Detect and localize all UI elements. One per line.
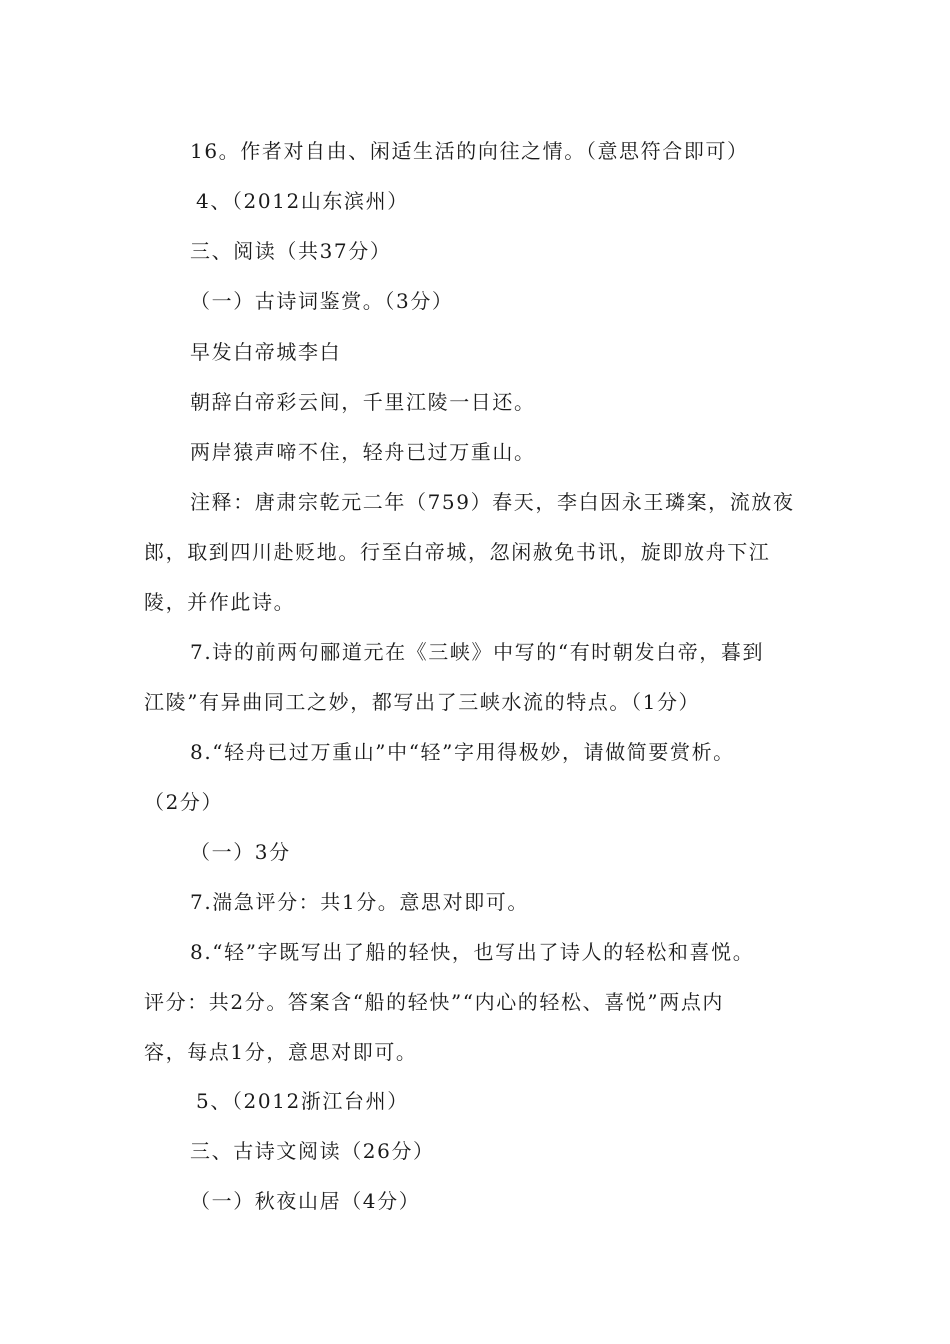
- classical-reading-heading: 三、古诗文阅读（26分）: [190, 1139, 435, 1163]
- poem-line-2: 两岸猿声啼不住，轻舟已过万重山。: [190, 440, 536, 464]
- annotation-line-3: 陵，并作此诗。: [144, 590, 296, 614]
- poetry-appreciation-heading: （一）古诗词鉴赏。（3分）: [190, 289, 454, 313]
- answer-7: 7.湍急评分：共1分。意思对即可。: [190, 890, 530, 914]
- answer-16-line: 16。作者对自由、闲适生活的向往之情。（意思符合即可）: [190, 139, 749, 163]
- annotation-line-1: 注释：唐肃宗乾元二年（759）春天，李白因永王璘案，流放夜: [190, 490, 795, 514]
- annotation-line-2: 郎，取到四川赴贬地。行至白帝城，忽闲赦免书讯，旋即放舟下江: [144, 540, 771, 564]
- section-4-heading: 4、（2012山东滨州）: [196, 189, 409, 213]
- question-8-line-2: （2分）: [144, 790, 224, 814]
- section-5-heading: 5、（2012浙江台州）: [196, 1089, 409, 1113]
- reading-section-heading: 三、阅读（共37分）: [190, 239, 392, 263]
- answer-8-line-2: 评分：共2分。答案含“船的轻快”“内心的轻松、喜悦”两点内: [144, 990, 725, 1014]
- poem-title: 早发白帝城李白: [190, 340, 342, 364]
- answer-8-line-3: 容，每点1分，意思对即可。: [144, 1040, 418, 1064]
- poem-line-1: 朝辞白帝彩云间，千里江陵一日还。: [190, 390, 536, 414]
- question-7-line-1: 7.诗的前两句郦道元在《三峡》中写的“有时朝发白帝，暮到: [190, 640, 765, 664]
- answer-heading: （一）3分: [190, 840, 291, 864]
- answer-8-line-1: 8.“轻”字既写出了船的轻快，也写出了诗人的轻松和喜悦。: [190, 940, 755, 964]
- autumn-night-heading: （一）秋夜山居（4分）: [190, 1189, 421, 1213]
- question-8-line-1: 8.“轻舟已过万重山”中“轻”字用得极妙，请做简要赏析。: [190, 740, 735, 764]
- question-7-line-2: 江陵”有异曲同工之妙，都写出了三峡水流的特点。（1分）: [144, 690, 701, 714]
